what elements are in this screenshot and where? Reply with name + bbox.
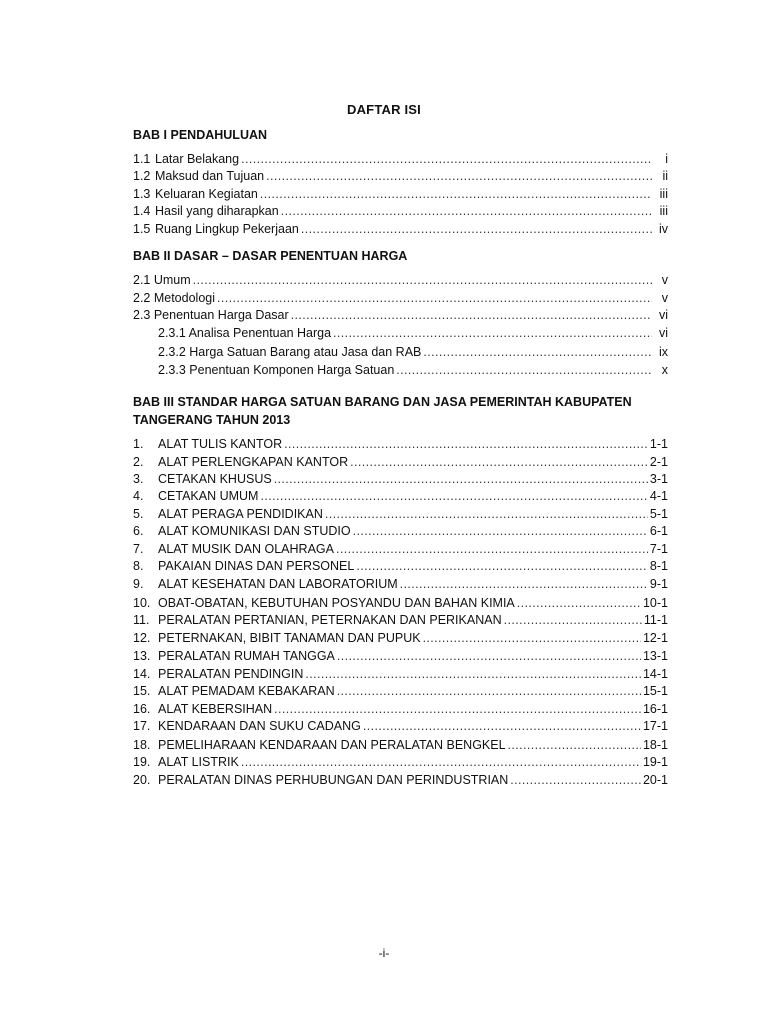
entry-number: 8. <box>133 559 144 573</box>
dot-leader <box>274 471 648 488</box>
entry-label: Maksud dan Tujuan <box>155 169 265 183</box>
dot-leader <box>301 221 652 238</box>
entry-page: 3-1 <box>649 472 668 486</box>
entry-number: 12. <box>133 631 151 645</box>
toc-subentry[interactable] <box>158 325 668 342</box>
dot-leader <box>423 344 652 361</box>
dot-leader <box>241 151 652 168</box>
page-number-footer: -i- <box>378 946 390 960</box>
entry-page: 4-1 <box>649 489 668 503</box>
entry-page: v <box>661 291 668 305</box>
entry-page: 18-1 <box>642 738 668 752</box>
toc-entry[interactable] <box>133 307 668 324</box>
entry-label: Ruang Lingkup Pekerjaan <box>155 222 299 236</box>
toc-entry[interactable] <box>133 541 668 558</box>
entry-label: PERALATAN PERTANIAN, PETERNAKAN DAN PERIKANAN <box>158 613 502 627</box>
toc-entry[interactable] <box>133 683 668 700</box>
entry-label: PEMELIHARAAN KENDARAAN DAN PERALATAN BENGKEL <box>158 738 506 752</box>
dot-leader <box>353 523 648 540</box>
dot-leader <box>333 325 652 342</box>
entry-page: vi <box>658 326 668 340</box>
entry-number: 13. <box>133 649 151 663</box>
entry-number: 17. <box>133 719 151 733</box>
entry-page: 13-1 <box>642 649 668 663</box>
toc-entry[interactable] <box>133 558 668 575</box>
toc-entry[interactable] <box>133 488 668 505</box>
entry-label: CETAKAN KHUSUS <box>158 472 272 486</box>
toc-entry[interactable] <box>133 754 668 771</box>
entry-page: vi <box>658 308 668 322</box>
entry-label: ALAT KOMUNIKASI DAN STUDIO <box>158 524 351 538</box>
entry-page: i <box>665 152 668 166</box>
entry-label: 2.1 Umum <box>133 273 191 287</box>
toc-entry[interactable] <box>133 506 668 523</box>
toc-subentry[interactable] <box>158 362 668 379</box>
toc-entry[interactable] <box>133 151 668 168</box>
entry-label: ALAT PERAGA PENDIDIKAN <box>158 507 323 521</box>
entry-page: 8-1 <box>649 559 668 573</box>
entry-number: 5. <box>133 507 144 521</box>
dot-leader <box>400 576 648 593</box>
entry-page: 1-1 <box>649 437 668 451</box>
toc-entry[interactable] <box>133 471 668 488</box>
toc-entry[interactable] <box>133 612 668 629</box>
entry-page: x <box>661 363 668 377</box>
entry-page: 16-1 <box>642 702 668 716</box>
toc-entry[interactable] <box>133 576 668 593</box>
entry-page: ix <box>658 345 668 359</box>
entry-number: 6. <box>133 524 144 538</box>
entry-number: 3. <box>133 472 144 486</box>
entry-number: 1. <box>133 437 144 451</box>
dot-leader <box>284 436 648 453</box>
toc-entry[interactable] <box>133 737 668 754</box>
entry-label: PERALATAN DINAS PERHUBUNGAN DAN PERINDUSTRIAN <box>158 773 509 787</box>
entry-label: PERALATAN PENDINGIN <box>158 667 304 681</box>
toc-entry[interactable] <box>133 272 668 289</box>
entry-page: 12-1 <box>642 631 668 645</box>
entry-page: 7-1 <box>649 542 668 556</box>
entry-page: 2-1 <box>649 455 668 469</box>
dot-leader <box>281 203 652 220</box>
page-title: DAFTAR ISI <box>347 102 421 117</box>
entry-label: ALAT LISTRIK <box>158 755 239 769</box>
entry-number: 15. <box>133 684 151 698</box>
dot-leader <box>260 488 647 505</box>
dot-leader <box>508 737 641 754</box>
entry-number: 1.1 <box>133 152 151 166</box>
entry-label: ALAT MUSIK DAN OLAHRAGA <box>158 542 334 556</box>
entry-number: 1.5 <box>133 222 151 236</box>
entry-number: 18. <box>133 738 151 752</box>
entry-page: 10-1 <box>642 596 668 610</box>
entry-label: 2.3 Penentuan Harga Dasar <box>133 308 289 322</box>
entry-label: CETAKAN UMUM <box>158 489 259 503</box>
entry-label: PAKAIAN DINAS DAN PERSONEL <box>158 559 355 573</box>
dot-leader <box>217 290 652 307</box>
entry-label: OBAT-OBATAN, KEBUTUHAN POSYANDU DAN BAHAN KIMIA <box>158 596 515 610</box>
entry-label: ALAT PEMADAM KEBAKARAN <box>158 684 335 698</box>
entry-label: Hasil yang diharapkan <box>155 204 279 218</box>
entry-number: 1.3 <box>133 187 151 201</box>
toc-entry[interactable] <box>133 595 668 612</box>
toc-entry[interactable] <box>133 186 668 203</box>
entry-number: 10. <box>133 596 151 610</box>
entry-label: Keluaran Kegiatan <box>155 187 258 201</box>
entry-label: KENDARAAN DAN SUKU CADANG <box>158 719 361 733</box>
entry-label: ALAT KEBERSIHAN <box>158 702 273 716</box>
dot-leader <box>305 666 641 683</box>
entry-page: 6-1 <box>649 524 668 538</box>
entry-label: ALAT PERLENGKAPAN KANTOR <box>158 455 349 469</box>
entry-page: 15-1 <box>642 684 668 698</box>
dot-leader <box>241 754 641 771</box>
dot-leader <box>363 718 641 735</box>
dot-leader <box>325 506 648 523</box>
toc-entry[interactable] <box>133 523 668 540</box>
entry-page: 11-1 <box>643 613 668 627</box>
dot-leader <box>504 612 642 629</box>
dot-leader <box>337 683 641 700</box>
section-heading-bab1: BAB I PENDAHULUAN <box>133 128 268 142</box>
entry-label: 2.3.1 Analisa Penentuan Harga <box>158 326 332 340</box>
dot-leader <box>423 630 641 647</box>
section-heading-bab3-line2: TANGERANG TAHUN 2013 <box>133 413 291 427</box>
entry-page: iv <box>658 222 668 236</box>
entry-label: Latar Belakang <box>155 152 240 166</box>
entry-number: 4. <box>133 489 144 503</box>
dot-leader <box>517 595 641 612</box>
entry-page: 19-1 <box>642 755 668 769</box>
entry-number: 1.4 <box>133 204 151 218</box>
dot-leader <box>510 772 641 789</box>
toc-entry[interactable] <box>133 718 668 735</box>
entry-number: 9. <box>133 577 144 591</box>
entry-page: iii <box>659 187 668 201</box>
dot-leader <box>356 558 648 575</box>
entry-page: 17-1 <box>642 719 668 733</box>
toc-entry[interactable] <box>133 772 668 789</box>
entry-number: 20. <box>133 773 151 787</box>
entry-label: PETERNAKAN, BIBIT TANAMAN DAN PUPUK <box>158 631 421 645</box>
dot-leader <box>337 648 641 665</box>
toc-entry[interactable] <box>133 436 668 453</box>
entry-page: 9-1 <box>649 577 668 591</box>
toc-entry[interactable] <box>133 168 668 185</box>
entry-page: v <box>661 273 668 287</box>
toc-entry[interactable] <box>133 290 668 307</box>
toc-entry[interactable] <box>133 221 668 238</box>
entry-number: 14. <box>133 667 151 681</box>
entry-number: 1.2 <box>133 169 151 183</box>
toc-entry[interactable] <box>133 454 668 471</box>
dot-leader <box>266 168 652 185</box>
section-heading-bab2: BAB II DASAR – DASAR PENENTUAN HARGA <box>133 249 408 263</box>
entry-label: 2.2 Metodologi <box>133 291 216 305</box>
entry-page: 5-1 <box>649 507 668 521</box>
entry-label: ALAT KESEHATAN DAN LABORATORIUM <box>158 577 398 591</box>
entry-number: 7. <box>133 542 144 556</box>
dot-leader <box>396 362 652 379</box>
toc-entry[interactable] <box>133 666 668 683</box>
entry-number: 19. <box>133 755 151 769</box>
toc-entry[interactable] <box>133 701 668 718</box>
entry-page: iii <box>659 204 668 218</box>
entry-page: ii <box>662 169 668 183</box>
entry-page: 20-1 <box>642 773 668 787</box>
entry-label: 2.3.3 Penentuan Komponen Harga Satuan <box>158 363 395 377</box>
entry-label: PERALATAN RUMAH TANGGA <box>158 649 335 663</box>
dot-leader <box>291 307 652 324</box>
entry-number: 16. <box>133 702 151 716</box>
dot-leader <box>193 272 652 289</box>
entry-label: ALAT TULIS KANTOR <box>158 437 283 451</box>
dot-leader <box>274 701 641 718</box>
toc-entry[interactable] <box>133 203 668 220</box>
dot-leader <box>350 454 648 471</box>
entry-number: 11. <box>133 613 150 627</box>
entry-page: 14-1 <box>642 667 668 681</box>
entry-number: 2. <box>133 455 144 469</box>
dot-leader <box>260 186 652 203</box>
toc-subentry[interactable] <box>158 344 668 361</box>
toc-entry[interactable] <box>133 648 668 665</box>
toc-entry[interactable] <box>133 630 668 647</box>
dot-leader <box>336 541 648 558</box>
entry-label: 2.3.2 Harga Satuan Barang atau Jasa dan RAB <box>158 345 422 359</box>
section-heading-bab3: BAB III STANDAR HARGA SATUAN BARANG DAN JASA PEMERINTAH KABUPATEN <box>133 395 632 409</box>
